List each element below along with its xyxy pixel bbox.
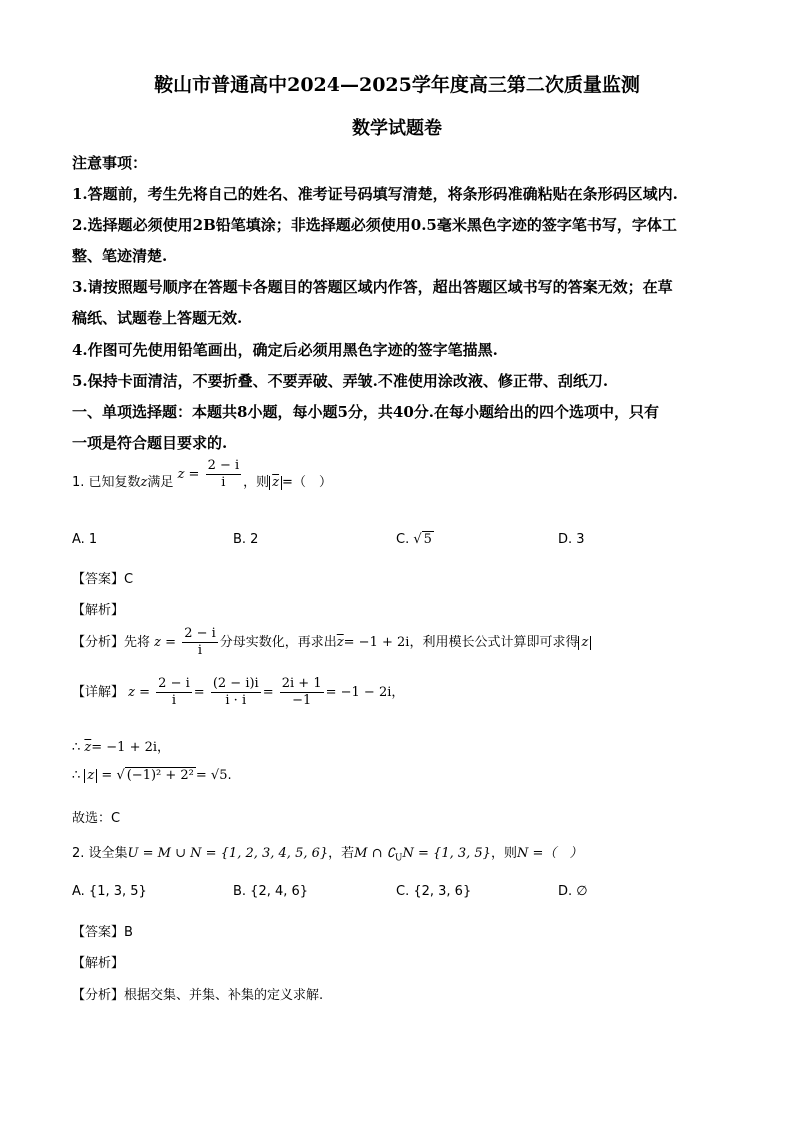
- note-3: 3.请按照题号顺序在答题卡各题目的答题区域内作答，超出答题区域书写的答案无效；在草: [72, 278, 673, 296]
- page-title: 鞍山市普通高中2024—2025学年度高三第二次质量监测: [154, 74, 640, 96]
- q1-abs-zbar: $\overline{z}$: [269, 476, 282, 490]
- note-1: 1.答题前，考生先将自己的姓名、准考证号码填写清楚，将条形码准确粘贴在条形码区域内.: [72, 185, 678, 203]
- q1-option-c: C. √ 5: [396, 532, 432, 547]
- q1-option-b: B. 2: [233, 532, 259, 547]
- note-4: 4.作图可先使用铅笔画出，确定后必须用黑色字迹的签字笔描黑.: [72, 341, 498, 359]
- q1-analysis-tag: 【解析】: [72, 603, 125, 618]
- notes-heading: 注意事项：: [72, 154, 148, 172]
- q1-step-3: ∴ z = √ (−1)² + 2² = √5.: [72, 768, 232, 783]
- q2-option-b: B. {2, 4, 6}: [233, 884, 309, 899]
- q1-xiangjie: 【详解】 z = $\frac{2 - i}{i}$ = $\frac{(2 - i)i}{i \cdot i}$ = $\frac{2i + 1}{-1}$ = −1 − 2i，: [72, 676, 405, 708]
- note-5: 5.保持卡面清洁，不要折叠、不要弄破、弄皱.不准使用涂改液、修正带、刮纸刀.: [72, 372, 609, 390]
- q1-option-c-sqrt: √ 5: [413, 532, 432, 547]
- question-1: 1. 已知复数z满足 z = $\frac{2 - i}{i}$ ，则 $\overline{z}$ =（ ）: [72, 458, 332, 490]
- section-heading: 一、单项选择题：本题共8小题，每小题5分，共40分.在每小题给出的四个选项中，只有: [72, 403, 659, 421]
- q2-option-c: C. {2, 3, 6}: [396, 884, 472, 899]
- page-subtitle: 数学试题卷: [352, 118, 442, 139]
- q1-answer: 【答案】C: [72, 572, 134, 587]
- q2-analysis-tag: 【解析】: [72, 956, 125, 971]
- section-heading-cont: 一项是符合题目要求的.: [72, 434, 228, 452]
- q1-step-2: ∴ $\overline{z}= -1 + 2i$，: [72, 740, 171, 755]
- q2-answer: 【答案】B: [72, 925, 133, 940]
- q2-fenxi: 【分析】根据交集、并集、补集的定义求解.: [72, 988, 324, 1003]
- q1-fraction: $\frac{2 - i}{i}$: [207, 458, 240, 490]
- question-2: 2. 设全集U = M ∪ N = {1, 2, 3, 4, 5, 6}，若M ∩ $∁_UN = \{1$, 3, 5}，则N =（ ）: [72, 846, 583, 864]
- q1-option-a: A. 1: [72, 532, 98, 547]
- q1-option-d: D. 3: [558, 532, 585, 547]
- q1-choose: 故选：C: [72, 811, 121, 826]
- note-2: 2.选择题必须使用2B铅笔填涂；非选择题必须使用0.5毫米黑色字迹的签字笔书写，字体工: [72, 216, 677, 234]
- q2-option-d: D. ∅: [558, 884, 588, 899]
- q2-option-a: A. {1, 3, 5}: [72, 884, 147, 899]
- note-3-cont: 稿纸、试题卷上答题无效.: [72, 309, 243, 327]
- note-2-cont: 整、笔迹清楚.: [72, 247, 168, 265]
- q1-fenxi: 【分析】先将 z = $\frac{2 - i}{i}$ 分母实数化，再求出$\overline{z}= -1 + 2i$，利用模长公式计算即可求得 z: [72, 626, 591, 659]
